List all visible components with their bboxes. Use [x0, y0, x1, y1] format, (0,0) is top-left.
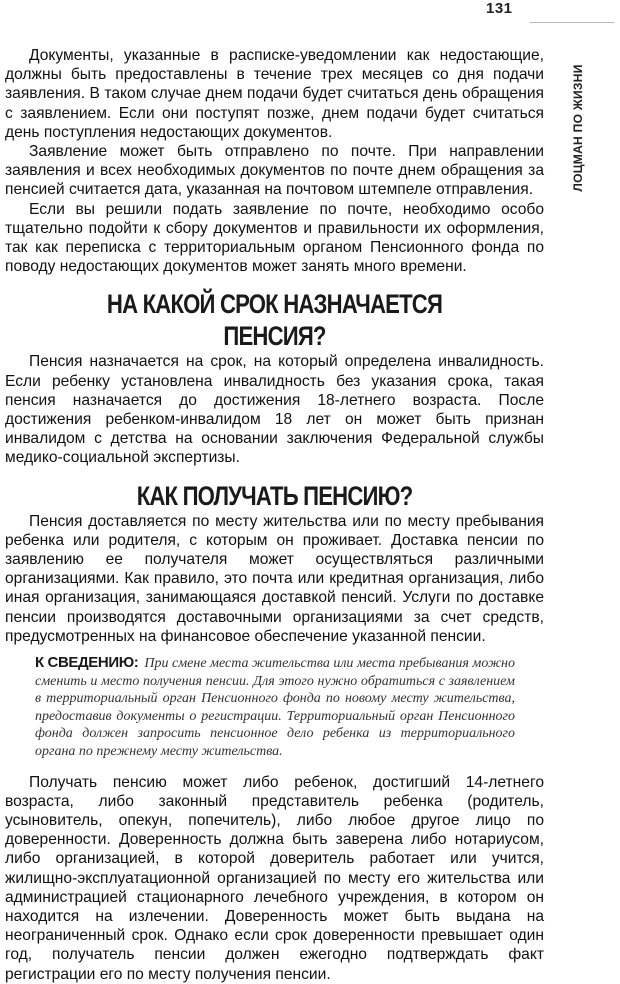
paragraph-who-receives: Получать пенсию может либо ребенок, достигший 14-летнего возраста, либо законный представитель ребенка (родитель, усыновитель, опекун, попечитель), либо любое другое лицо по доверенности. Доверенность должна быть заверена либо нотариусом, либо организацией, в которой доверитель работает или учится, жилищно-эксплуатационной организацией по месту его жительства или администрацией стационарного лечебного учреждения, в котором он находится на излечении. Доверенность может быть выдана на неограниченный срок. Однако если срок доверенности превышает один год, получатель пенсии должен ежегодно подтверждать факт регистрации его по месту получения пенсии.	[5, 773, 544, 983]
paragraph-mail-advice: Если вы решили подать заявление по почте, необходимо особо тщательно подойти к сбору документов и правильности их оформления, так как переписка с территориальным органом Пенсионного фонда по поводу недостающих документов может занять много времени.	[5, 200, 544, 276]
running-title: ЛОЦМАН ПО ЖИЗНИ	[571, 64, 585, 192]
paragraph-pension-delivery: Пенсия доставляется по месту жительства или по месту пребывания ребенка или родителя, с которым он проживает. Доставка пенсии по заявлению ее получателя может осуществляться различными организациями. Как правило, это почта или кредитная организация, либо иная организация, занимающаяся доставкой пенсий. Услуги по доставке пенсии производятся доставочными организациями за счет средств, предусмотренных на финансовое обеспечение указанной пенсии.	[5, 512, 544, 645]
info-note	[35, 654, 515, 761]
heading-pension-term: НА КАКОЙ СРОК НАЗНАЧАЕТСЯ ПЕНСИЯ?	[106, 289, 443, 352]
running-header	[568, 48, 588, 208]
page-number: 131	[486, 0, 513, 17]
info-note-text: При смене места жительства или места пребывания можно сменить и место получения пенсии. Для этого нужно обратиться с заявлением в территориальный орган Пенсионного фонда по новому месту жительства, предоставив документы о регистрации. Территориальный орган Пенсионного фонда должен запросить пенсионное дело ребенка из территориального органа по прежнему месту жительства.	[35, 656, 515, 760]
paragraph-mail-submission: Заявление может быть отправлено по почте. При направлении заявления и всех необходимых документов по почте днем обращения за пенсией считается дата, указанная на почтовом штемпеле отправления.	[5, 143, 544, 199]
header-rule	[530, 22, 614, 23]
heading-how-to-receive: КАК ПОЛУЧАТЬ ПЕНСИЮ?	[136, 480, 413, 511]
paragraph-pension-term: Пенсия назначается на срок, на который определена инвалидность. Если ребенку установлена инвалидность без указания срока, такая пенсия назначается до достижения 18-летнего возраста. После достижения ребенком-инвалидом 18 лет он может быть признан инвалидом с детства на основании заключения Федеральной службы медико-социальной экспертизы.	[5, 353, 544, 467]
info-note-label: К СВЕДЕНИЮ:	[35, 654, 139, 672]
paragraph-missing-documents: Документы, указанные в расписке-уведомлении как недостающие, должны быть предоставлены в течение трех месяцев со дня подачи заявления. В таком случае днем подачи будет считаться день обращения с заявлением. Если они поступят позже, днем подачи будет считаться день поступления недостающих документов.	[5, 47, 544, 141]
page-content	[5, 46, 544, 984]
